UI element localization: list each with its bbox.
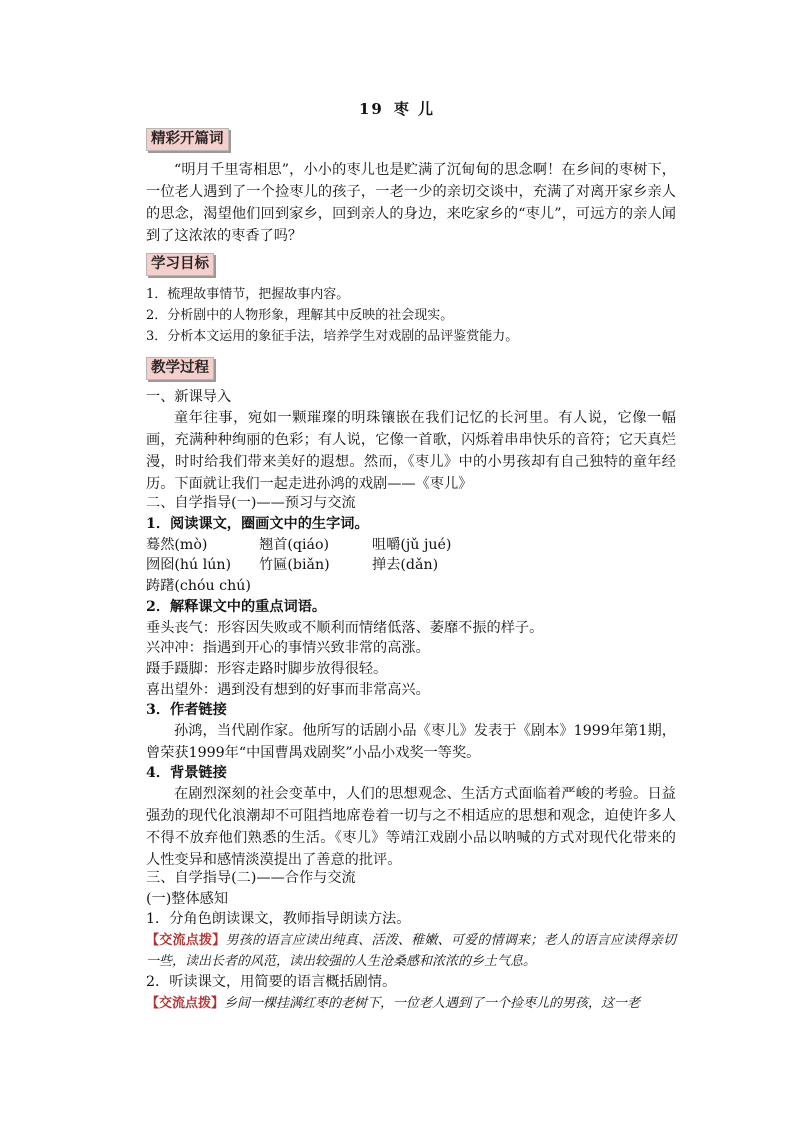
vocab-word: 咀嚼(jǔ jué) (372, 537, 452, 553)
vocab-word: 掸去(dǎn) (372, 557, 439, 573)
question-3: 3．作者链接 (146, 702, 227, 718)
part3-heading: 三、自学指导(二)——合作与交流 (146, 870, 356, 886)
lesson-title (0, 98, 794, 119)
section-tag-goals: 学习目标 (146, 253, 214, 276)
term-definition: 垂头丧气：形容因失败或不顺利而情绪低落、萎靡不振的样子。 (146, 620, 544, 636)
author-paragraph: 孙鸿，当代剧作家。他所写的话剧小品《枣儿》发表于《剧本》1999年第1期，曾荣获1999年“中国曹禺戏剧奖”小品小戏奖一等奖。 (146, 723, 676, 761)
vocab-word: 竹匾(biǎn) (259, 557, 330, 573)
question-4: 4．背景链接 (146, 765, 227, 781)
part3-subheading: (一)整体感知 (146, 891, 229, 907)
goal-item: 3．分析本文运用的象征手法，培养学生对戏剧的品评鉴赏能力。 (146, 329, 519, 344)
term-definition: 蹑手蹑脚：形容走路时脚步放得很轻。 (146, 661, 388, 677)
term-definition: 喜出望外：遇到没有想到的好事而非常高兴。 (146, 682, 430, 698)
note-label: 【交流点拨】 (146, 996, 225, 1011)
lesson-number: 19 (358, 100, 384, 118)
goal-item: 1．梳理故事情节，把握故事内容。 (146, 287, 350, 302)
discussion-note-2 (146, 993, 676, 1014)
vocab-word: 蓦然(mò) (146, 537, 208, 553)
lesson-name: 枣 儿 (393, 100, 436, 118)
part3-question-2: 2．听读课文，用简要的语言概括剧情。 (146, 974, 397, 990)
question-2: 2．解释课文中的重点词语。 (146, 599, 327, 615)
discussion-note-1 (146, 930, 676, 972)
part1-heading: 一、新课导入 (146, 389, 232, 405)
part2-heading: 二、自学指导(一)——预习与交流 (146, 495, 356, 511)
goal-item: 2．分析剧中的人物形象，理解其中反映的社会现实。 (146, 308, 454, 323)
question-1: 1．阅读课文，圈画文中的生字词。 (146, 516, 369, 532)
note-text: 男孩的语言应读出纯真、活泼、稚嫩、可爱的情调来；老人的语言应读得亲切一些，读出长者的风范，读出较强的人生沧桑感和浓浓的乡土气息。 (146, 933, 676, 969)
background-paragraph: 在剧烈深刻的社会变革中，人们的思想观念、生活方式面临着严峻的考验。日益强劲的现代化浪潮却不可阻挡地席卷着一切与之不相适应的思想和观念，迫使许多人不得不放弃他们熟悉的生活。《枣儿》等靖江戏剧小品以呐喊的方式对现代化带来的人性变异和感情淡漠提出了善意的批评。 (146, 786, 676, 868)
part3-question-1: 1．分角色朗读课文，教师指导朗读方法。 (146, 911, 411, 927)
term-definition: 兴冲冲：指遇到开心的事情兴致非常的高涨。 (146, 640, 430, 656)
section-tag-opening: 精彩开篇词 (146, 128, 229, 151)
part1-paragraph: 童年往事，宛如一颗璀璨的明珠镶嵌在我们记忆的长河里。有人说，它像一幅画，充满种种绚丽的色彩；有人说，它像一首歌，闪烁着串串快乐的音符；它天真烂漫，时时给我们带来美好的遐想。然而，《枣儿》中的小男孩却有自己独特的童年经历。下面就让我们一起走进孙鸿的戏剧——《枣儿》 (146, 410, 676, 492)
section-tag-process: 教学过程 (146, 357, 214, 380)
vocab-word: 踌躇(chóu chú) (146, 578, 251, 594)
note-text: 乡间一棵挂满红枣的老树下，一位老人遇到了一个捡枣儿的男孩，这一老 (224, 996, 641, 1011)
vocab-word: 囫囵(hú lún) (146, 557, 232, 573)
note-label: 【交流点拨】 (146, 933, 226, 948)
opening-paragraph: “明月千里寄相思”，小小的枣儿也是贮满了沉甸甸的思念啊！在乡间的枣树下，一位老人遇到了一个捡枣儿的孩子，一老一少的亲切交谈中，充满了对离开家乡亲人的思念，渴望他们回到家乡，回到亲人的身边，来吃家乡的“枣儿”，可远方的亲人闻到了这浓浓的枣香了吗？ (146, 162, 676, 244)
vocab-word: 翘首(qiáo) (259, 537, 330, 553)
